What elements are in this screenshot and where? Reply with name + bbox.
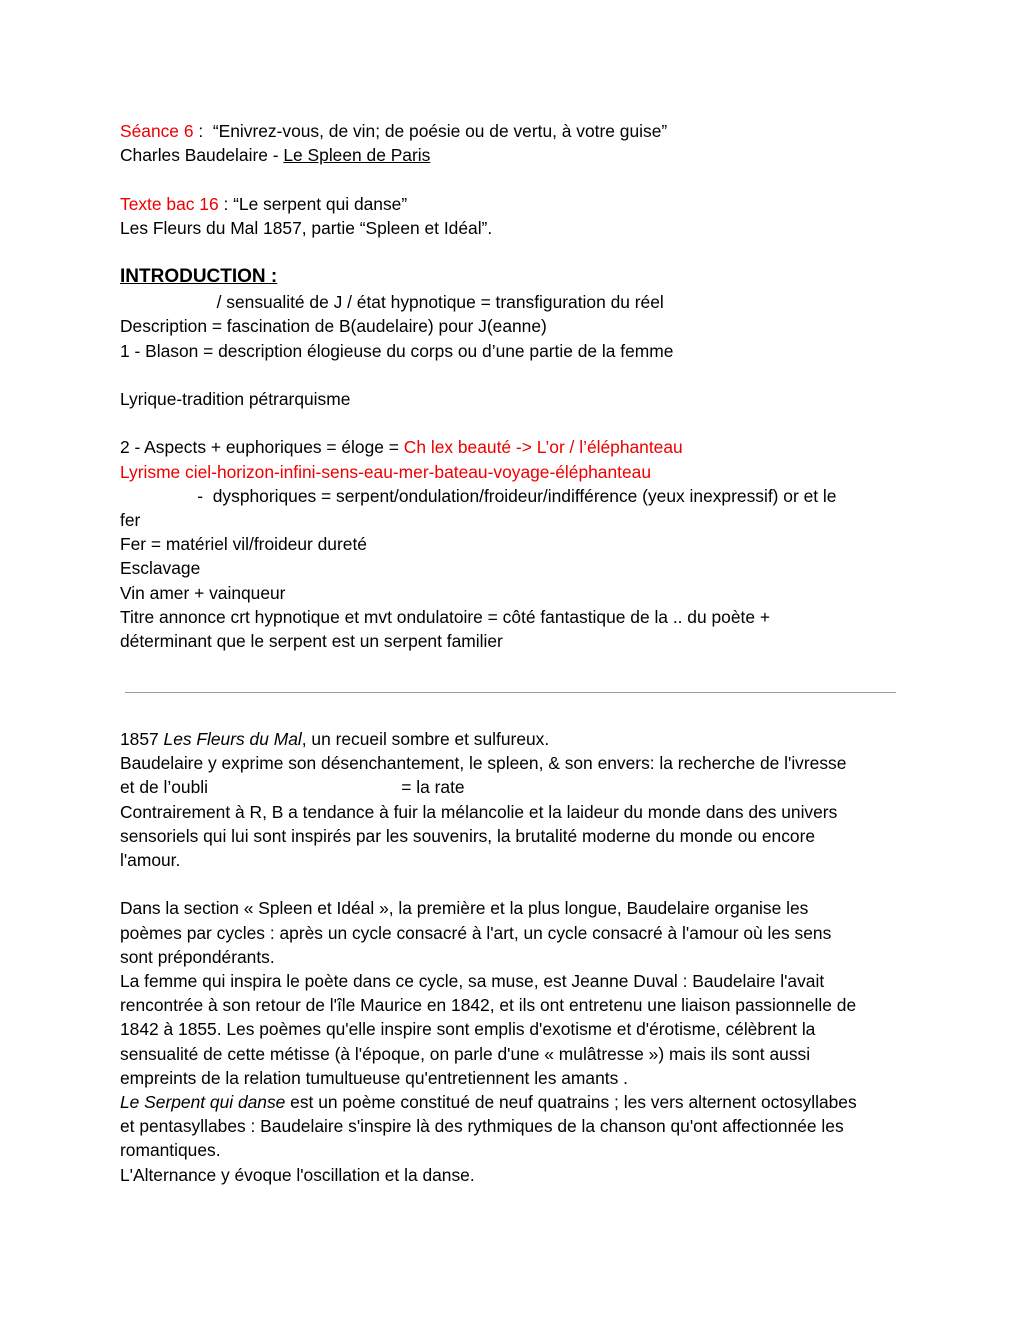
body-p5-line-4: sensualité de cette métisse (à l'époque, on parle d'une « mulâtresse ») mais ils sont aussi [120,1043,811,1064]
intro-line-1: / sensualité de J / état hypnotique = transfiguration du réel [120,292,664,313]
champ-lexical-beaute: Ch lex beauté -> L’or / l’éléphanteau [403,437,683,458]
texte-label: Texte bac 16 [120,193,219,214]
body-p3-line-2: sensoriels qui lui sont inspirés par les souvenirs, la brutalité moderne du monde ou encore [120,825,816,846]
seance-line [120,119,900,143]
work-title: Le Spleen de Paris [283,145,431,166]
horizontal-divider [125,692,896,693]
intro-line-7: - dysphoriques = serpent/ondulation/froideur/indifférence (yeux inexpressif) or et le [120,485,837,506]
texte-title: : “Le serpent qui danse” [218,193,408,214]
author-line [120,143,900,167]
body-p6-line-2: et pentasyllabes : Baudelaire s'inspire là des rythmiques de la chanson qu'ont affectionnée les [120,1116,844,1137]
intro-line-10: Esclavage [120,558,201,579]
body-p5-line-2: rencontrée à son retour de l'île Maurice en 1842, et ils ont entretenu une liaison passionnelle de [120,995,857,1016]
body-p3-line-3: l'amour. [120,850,181,871]
body-p2-line-2: et de l’oubli = la rate [120,777,465,798]
intro-heading: INTRODUCTION : [120,266,278,288]
author-prefix: Charles Baudelaire - [120,145,284,166]
body-p5-line-5: empreints de la relation tumultueuse qu'entretiennent les amants . [120,1067,628,1088]
year: 1857 [120,729,164,749]
body-p6-line-1 [120,1090,900,1114]
intro-line-8: fer [120,509,141,530]
body-p7: L'Alternance y évoque l'oscillation et la danse. [120,1164,475,1185]
aspects-euphoriques: 2 - Aspects + euphoriques = éloge = [120,437,404,458]
p6-rest: est un poème constitué de neuf quatrains ; les vers alternent octosyllabes [285,1092,857,1113]
collection-title: Les Fleurs du Mal [163,729,302,749]
intro-line-12: Titre annonce crt hypnotique et mvt ondulatoire = côté fantastique de la .. du poète + [120,606,770,627]
body-p3-line-1: Contrairement à R, B a tendance à fuir la mélancolie et la laideur du monde dans des univers [120,801,838,822]
poem-title: Le Serpent qui danse [120,1092,286,1113]
body-p4-line-2: poèmes par cycles : après un cycle consacré à l'art, un cycle consacré à l'amour où les sens [120,922,832,943]
body-p1 [120,727,900,751]
body-p5-line-1: La femme qui inspira le poète dans ce cycle, sa muse, est Jeanne Duval : Baudelaire l'avait [120,971,825,992]
intro-line-11: Vin amer + vainqueur [120,582,286,603]
intro-line-5 [120,435,900,459]
body-p2-line-1: Baudelaire y exprime son désenchantement, le spleen, & son envers: la recherche de l'ivresse [120,753,847,774]
intro-line-3: 1 - Blason = description élogieuse du corps ou d’une partie de la femme [120,340,674,361]
intro-line-2: Description = fascination de B(audelaire) pour J(eanne) [120,316,547,337]
body-p5-line-3: 1842 à 1855. Les poèmes qu'elle inspire sont emplis d'exotisme et d'érotisme, célèbrent la [120,1019,816,1040]
intro-line-13: déterminant que le serpent est un serpent familier [120,631,503,651]
seance-quote: : “Enivrez-vous, de vin; de poésie ou de vertu, à votre guise” [193,121,668,141]
document-top [120,119,900,653]
intro-line-6: Lyrisme ciel-horizon-infini-sens-eau-mer-bateau-voyage-éléphanteau [120,461,651,482]
body-p4-line-3: sont prépondérants. [120,946,275,967]
seance-label: Séance 6 [120,121,194,141]
body-p4-line-1: Dans la section « Spleen et Idéal », la première et la plus longue, Baudelaire organise les [120,898,809,919]
intro-line-4: Lyrique-tradition pétrarquisme [120,388,351,409]
p1-rest: , un recueil sombre et sulfureux. [301,729,550,749]
texte-line [120,192,900,216]
source-line: Les Fleurs du Mal 1857, partie “Spleen et Idéal”. [120,217,493,238]
body-p6-line-3: romantiques. [120,1140,221,1161]
document-body [120,727,900,1187]
intro-line-9: Fer = matériel vil/froideur dureté [120,534,367,555]
